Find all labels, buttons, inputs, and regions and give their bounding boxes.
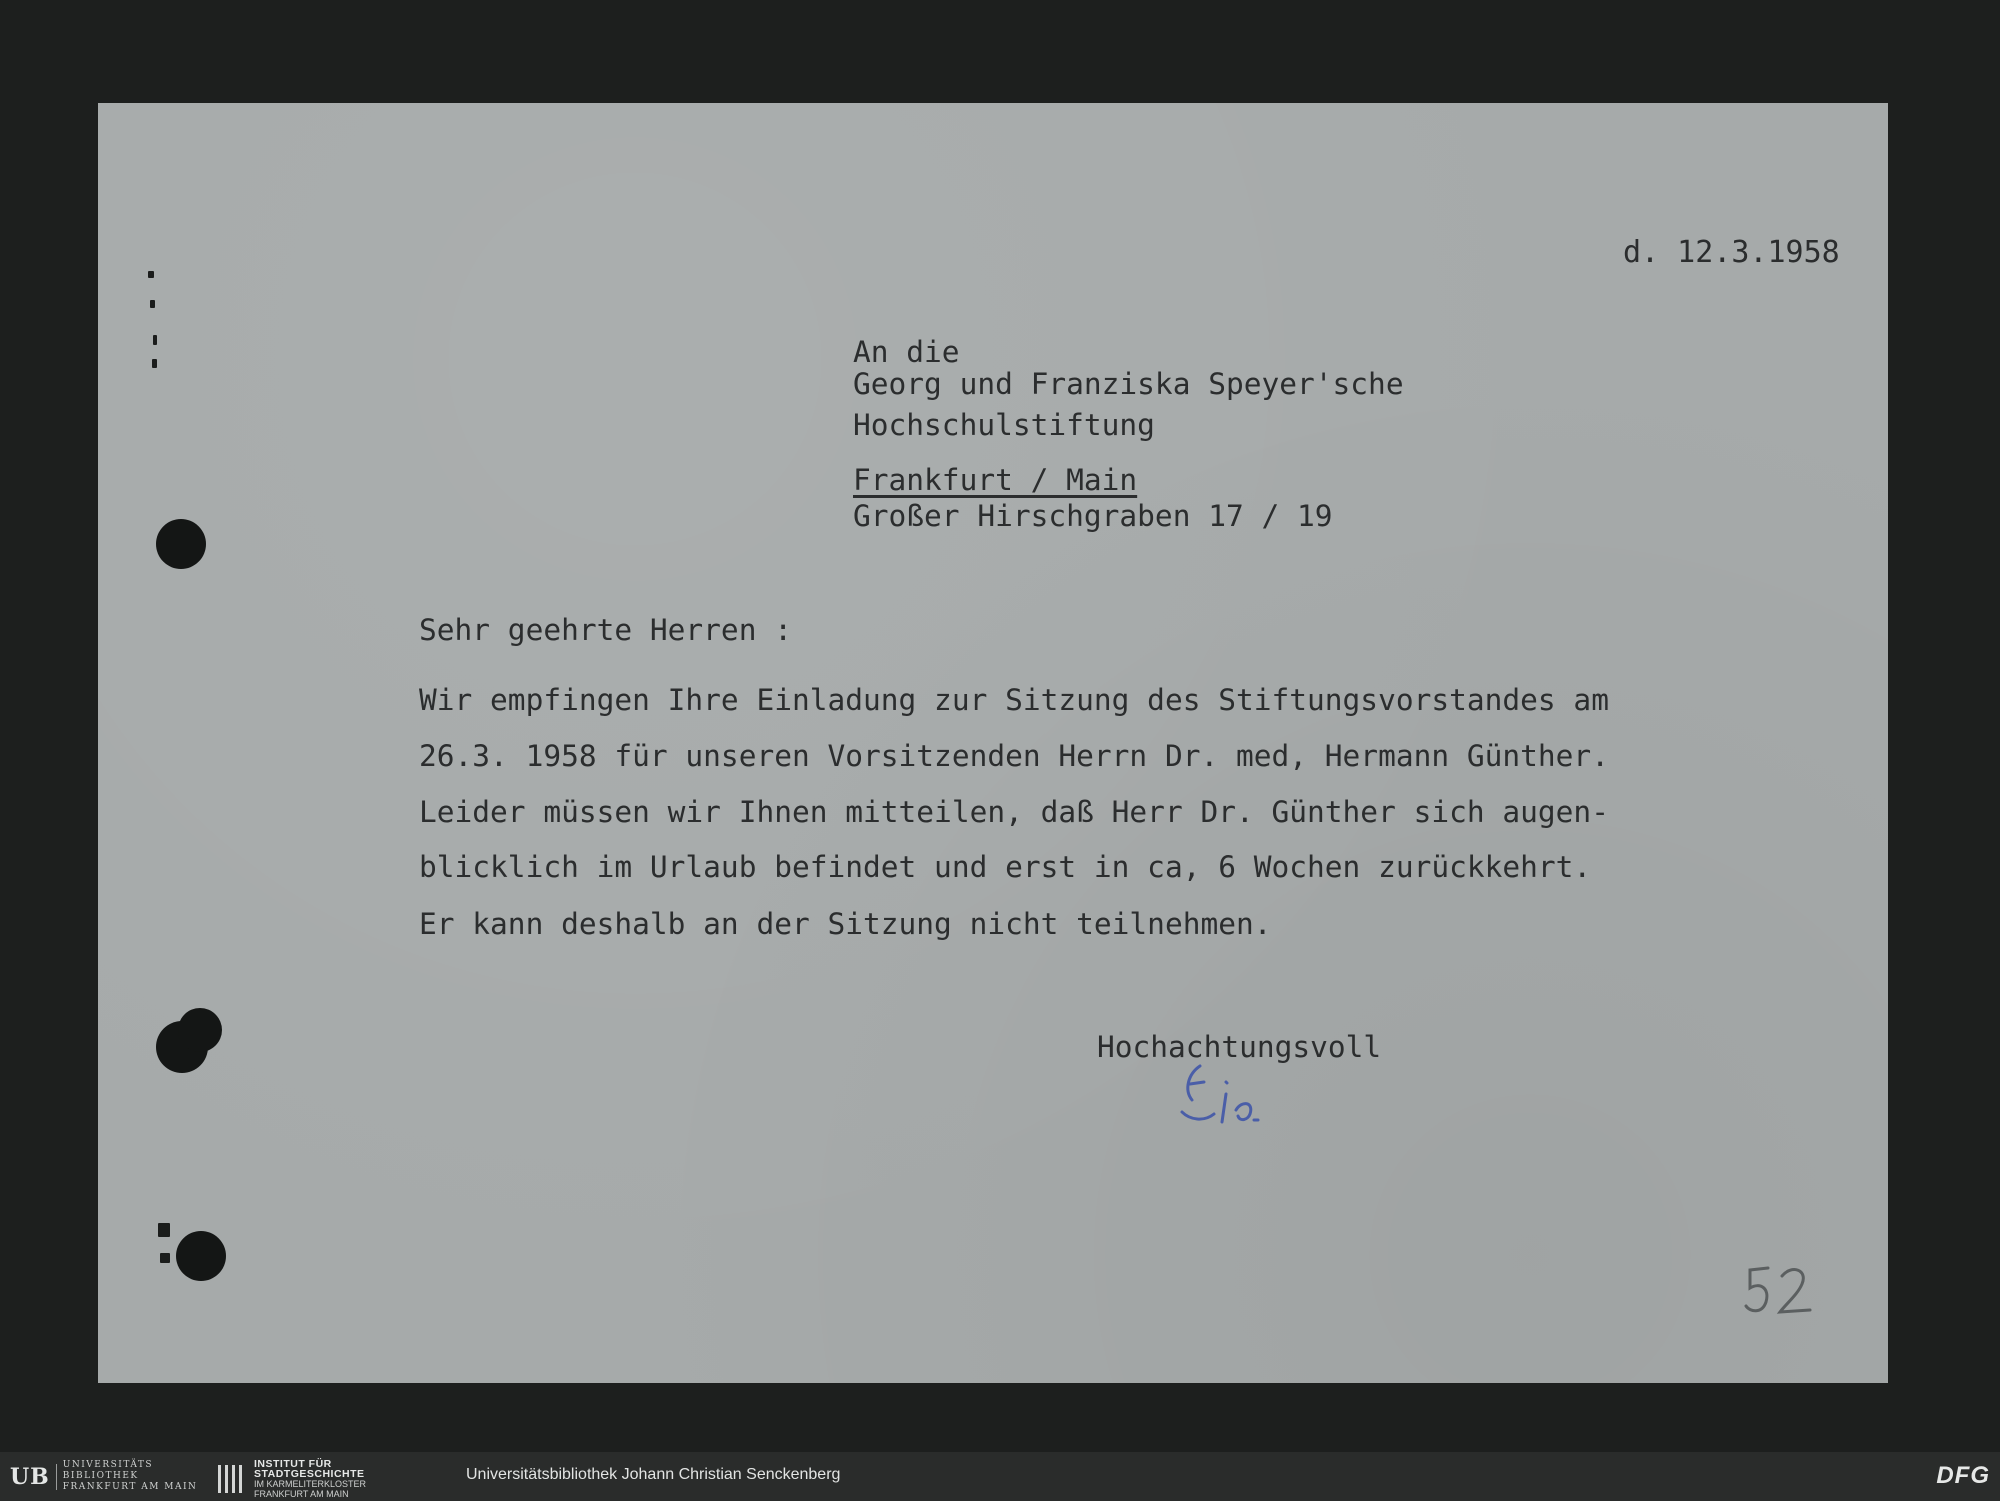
letter-date: d. 12.3.1958 (1623, 235, 1840, 270)
recipient-street: Großer Hirschgraben 17 / 19 (853, 499, 1333, 533)
dfg-logo: DFG (1936, 1462, 1990, 1489)
staple-mark (153, 335, 157, 345)
credits-bar (0, 1452, 2000, 1501)
body-line-2: 26.3. 1958 für unseren Vorsitzenden Herrn Dr. med, Hermann Günther. (419, 739, 1609, 773)
closing: Hochachtungsvoll (1097, 1030, 1382, 1064)
body-line-3: Leider müssen wir Ihnen mitteilen, daß Herr Dr. Günther sich augen- (419, 795, 1609, 829)
staple-mark (148, 271, 154, 278)
staple-mark (152, 359, 157, 368)
salutation: Sehr geehrte Herren : (419, 613, 792, 647)
recipient-line-3: Hochschulstiftung (853, 408, 1155, 442)
institute-columns-icon (216, 1463, 246, 1495)
edge-tear (160, 1253, 170, 1263)
ub-wordmark (63, 1460, 198, 1493)
handwritten-signature (1170, 1060, 1300, 1150)
institute-line: INSTITUT FÜR (254, 1458, 332, 1470)
recipient-line-2: Georg und Franziska Speyer'sche (853, 367, 1404, 401)
institute-line: IM KARMELITERKLOSTER (254, 1479, 367, 1489)
institute-logo (216, 1459, 366, 1499)
body-line-5: Er kann deshalb an der Sitzung nicht teilnehmen. (419, 907, 1272, 941)
institute-line: FRANKFURT AM MAIN (254, 1489, 349, 1499)
edge-tear (158, 1223, 170, 1237)
institute-wordmark (254, 1459, 366, 1499)
punch-hole (156, 519, 206, 569)
folio-number (1742, 1262, 1822, 1322)
staple-mark (150, 300, 155, 308)
recipient-city: Frankfurt / Main (853, 463, 1138, 497)
punch-hole (178, 1008, 222, 1052)
ub-logo (10, 1460, 197, 1493)
body-line-1: Wir empfingen Ihre Einladung zur Sitzung des Stiftungsvorstandes am (419, 683, 1609, 717)
ub-line: FRANKFURT AM MAIN (62, 1482, 198, 1492)
institute-line: STADTGESCHICHTE (254, 1468, 365, 1480)
ub-line: UNIVERSITÄTS (62, 1460, 154, 1470)
punch-hole (176, 1231, 226, 1281)
recipient-line-1: An die (853, 335, 960, 369)
body-line-4: blicklich im Urlaub befindet und erst in ca, 6 Wochen zurückkehrt. (419, 850, 1592, 884)
library-name: Universitätsbibliothek Johann Christian Senckenberg (466, 1466, 841, 1483)
ub-line: BIBLIOTHEK (62, 1471, 139, 1481)
ub-mark: UB (10, 1464, 57, 1490)
